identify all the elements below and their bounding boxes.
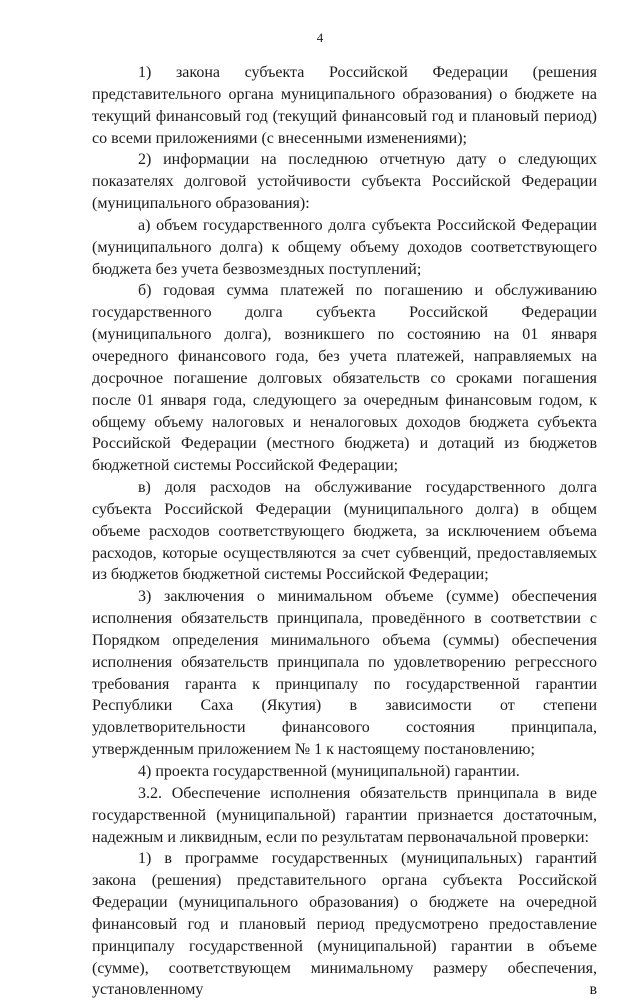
paragraph-indicator-b: б) годовая сумма платежей по погашению и обслуживанию государственного долга субъекта Российской Федерации (муниципального долга), возникшего по состоянию на 01 января очередного финансового года, без учета платежей, направляемых на досрочное погашение долговых обязательств со сроками погашения после 01 января года, следующего за очередным финансовым годом, к общему объему налоговых и неналоговых доходов бюджета субъекта Российской Федерации (местного бюджета) и дотаций из бюджетов бюджетной системы Российской Федерации; <box>92 282 597 475</box>
paragraph-guarantee-program: 1) в программе государственных (муниципальных) гарантий закона (решения) представительного органа субъекта Российской Федерации (муниципального образования) о бюджете на очередной финансовый год и плановый период предусмотрено предоставление принципалу государственной (муниципальной) гарантии в объеме (сумме), соответствующем минимальному размеру обеспечения, установленному в <box>92 850 597 999</box>
paragraph-guarantee-draft: 4) проекта государственной (муниципальной) гарантии. <box>138 763 520 780</box>
document-body <box>92 62 597 1001</box>
paragraph-section-3-2: 3.2. Обеспечение исполнения обязательств принципала в виде государственной (муниципальной) гарантии признается достаточным, надежным и ликвидным, если по результатам первоначальной проверки: <box>92 784 597 846</box>
paragraph-indicator-a: а) объем государственного долга субъекта Российской Федерации (муниципального долга) к общему объему доходов соответствующего бюджета без учета безвозмездных поступлений; <box>92 216 597 278</box>
paragraph-indicator-c: в) доля расходов на обслуживание государственного долга субъекта Российской Федерации (муниципального долга) в общем объеме расходов соответствующего бюджета, за исключением объема расходов, которые осуществляются за счет субвенций, предоставляемых из бюджетов бюджетной системы Российской Федерации; <box>92 479 597 584</box>
paragraph-minimum-security-conclusion: 3) заключения о минимальном объеме (сумме) обеспечения исполнения обязательств принципала, проведённого в соответствии с Порядком определения минимального объема (суммы) обеспечения исполнения обязательств принципала по удовлетворению регрессного требования гаранта к принципалу по государственной гарантии Республики Саха (Якутия) в зависимости от степени удовлетворительности финансового состояния принципала, утвержденным приложением № 1 к настоящему постановлению; <box>92 588 597 759</box>
paragraph-debt-indicators: 2) информации на последнюю отчетную дату о следующих показателях долговой устойчивости субъекта Российской Федерации (муниципального образования): <box>92 151 597 213</box>
paragraph-law-budget: 1) закона субъекта Российской Федерации (решения представительного органа муниципального образования) о бюджете на текущий финансовый год (текущий финансовый год и плановый период) со всеми приложениями (с внесенными изменениями); <box>92 64 597 147</box>
page-number: 4 <box>316 30 324 45</box>
